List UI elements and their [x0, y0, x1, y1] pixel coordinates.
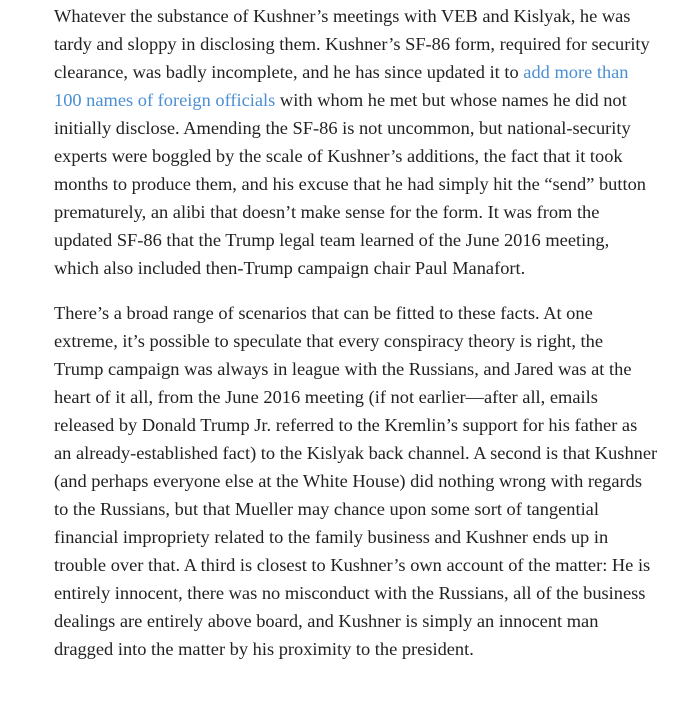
paragraph-1-line-4-text: with whom he met but whose names he did not	[279, 90, 627, 110]
paragraph-2-line-10: trouble over that. A third is closest to Kushner’s own account of the matter: He is	[54, 555, 651, 575]
paragraph-1-line-7: months to produce them, and his excuse that he had simply hit the “send” button	[54, 174, 646, 194]
paragraph-1-line-2: tardy and sloppy in disclosing them. Kushner’s SF-86 form, required for security	[54, 34, 650, 54]
paragraph-2-line-1: There’s a broad range of scenarios that can be fitted to these facts. At one	[54, 303, 593, 323]
paragraph-1-line-10: which also included then-Trump campaign chair Paul Manafort.	[54, 258, 526, 278]
paragraph-2-line-8: to the Russians, but that Mueller may chance upon some sort of tangential	[54, 499, 599, 519]
paragraph-2-line-6: an already-established fact) to the Kislyak back channel. A second is that Kushner	[54, 443, 658, 463]
paragraph-2-line-2: extreme, it’s possible to speculate that every conspiracy theory is right, the	[54, 331, 604, 351]
foreign-officials-link-part-2[interactable]: 100 names of foreign officials	[54, 90, 276, 110]
paragraph-2-line-4: heart of it all, from the June 2016 meeting (if not earlier—after all, emails	[54, 387, 598, 407]
paragraph-2-line-5: released by Donald Trump Jr. referred to the Kremlin’s support for his father as	[54, 415, 638, 435]
paragraph-2-line-13: dragged into the matter by his proximity to the president.	[54, 639, 474, 659]
paragraph-2-line-3: Trump campaign was always in league with the Russians, and Jared was at the	[54, 359, 632, 379]
paragraph-1-line-3-text: clearance, was badly incomplete, and he has since updated it to	[54, 62, 524, 82]
paragraph-1-line-5: initially disclose. Amending the SF-86 is not uncommon, but national-security	[54, 118, 631, 138]
paragraph-2-line-12: dealings are entirely above board, and Kushner is simply an innocent man	[54, 611, 599, 631]
paragraph-2-line-9: financial impropriety related to the family business and Kushner ends up in	[54, 527, 609, 547]
paragraph-2-line-11: entirely innocent, there was no misconduct with the Russians, all of the business	[54, 583, 646, 603]
paragraph-1-line-9: updated SF-86 that the Trump legal team learned of the June 2016 meeting,	[54, 230, 610, 250]
paragraph-1-line-8: prematurely, an alibi that doesn’t make sense for the form. It was from the	[54, 202, 600, 222]
foreign-officials-link-part-1[interactable]: add more than	[523, 62, 629, 82]
paragraph-1-line-1: Whatever the substance of Kushner’s meetings with VEB and Kislyak, he was	[54, 6, 631, 26]
paragraph-1	[54, 2, 698, 282]
paragraph-2-line-7: (and perhaps everyone else at the White House) did nothing wrong with regards	[54, 471, 642, 491]
paragraph-1-line-3	[54, 58, 698, 86]
paragraph-1-line-6: experts were boggled by the scale of Kushner’s additions, the fact that it took	[54, 146, 623, 166]
paragraph-1-line-4	[54, 86, 698, 114]
paragraph-2	[54, 299, 698, 663]
article-body	[54, 2, 698, 663]
